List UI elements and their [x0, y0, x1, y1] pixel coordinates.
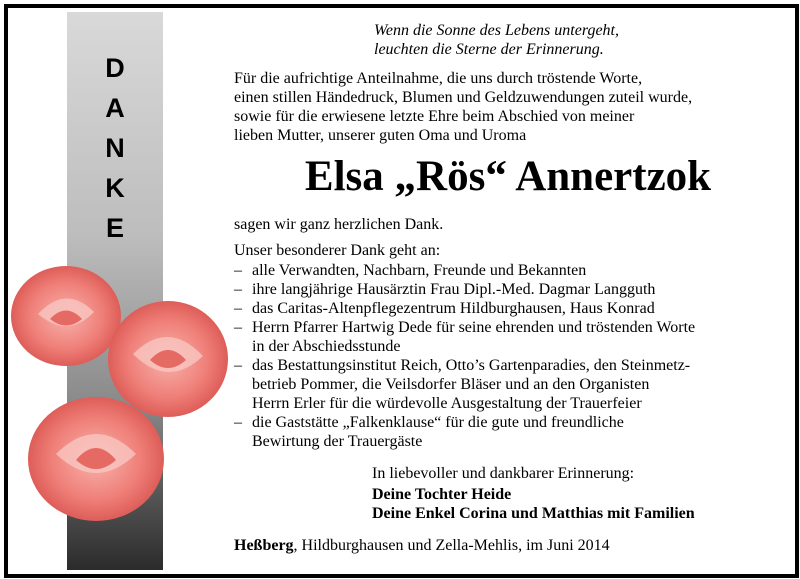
list-item: das Bestattungsinstitut Reich, Otto’s Gartenparadies, den Steinmetz-: [252, 357, 691, 374]
list-dash: –: [234, 300, 242, 317]
list-dash: –: [234, 319, 242, 336]
intro-line: einen stillen Händedruck, Blumen und Geldzuwendungen zuteil wurde,: [234, 89, 693, 106]
rose-bottom: [28, 397, 164, 521]
list-item: das Caritas-Altenpflegezentrum Hildburghausen, Haus Konrad: [252, 300, 655, 317]
signature-grandchildren: Deine Enkel Corina und Matthias mit Familien: [372, 505, 695, 522]
list-item-cont: betrieb Pommer, die Veilsdorfer Bläser und an den Organisten: [252, 376, 650, 393]
list-item-cont: Bewirtung der Trauergäste: [252, 433, 423, 450]
place-name: Heßberg: [234, 537, 294, 554]
danke-letter: E: [105, 213, 124, 243]
danke-vertical-heading: [67, 48, 163, 248]
intro-line: lieben Mutter, unserer guten Oma und Uroma: [234, 127, 527, 144]
danke-letter: K: [105, 173, 125, 203]
intro-line: Für die aufrichtige Anteilnahme, die uns durch tröstende Worte,: [234, 70, 643, 87]
place-date-line: [234, 537, 610, 555]
deceased-name: Elsa „Rös“ Annertzok: [304, 153, 712, 200]
list-dash: –: [234, 414, 242, 431]
list-dash: –: [234, 262, 242, 279]
list-item: alle Verwandten, Nachbarn, Freunde und Bekannten: [252, 262, 587, 279]
thanks-line: sagen wir ganz herzlichen Dank.: [234, 216, 444, 233]
list-dash: –: [234, 281, 242, 298]
danke-letter: A: [105, 93, 125, 123]
roses-illustration: [8, 264, 238, 534]
danke-letter: N: [105, 133, 125, 163]
special-thanks-heading: Unser besonderer Dank geht an:: [234, 242, 441, 259]
rose-top-left: [11, 266, 121, 366]
quote-line: Wenn die Sonne des Lebens untergeht,: [374, 22, 619, 39]
intro-line: sowie für die erwiesene letzte Ehre beim Abschied von meiner: [234, 108, 635, 125]
list-dash: –: [234, 357, 242, 374]
list-item: die Gaststätte „Falkenklause“ für die gute und freundliche: [252, 414, 624, 431]
list-item: Herrn Pfarrer Hartwig Dede für seine ehrenden und tröstenden Worte: [252, 319, 696, 336]
rose-right: [108, 301, 228, 417]
place-date-rest: , Hildburghausen und Zella-Mehlis, im Juni 2014: [293, 537, 610, 554]
closing-line: In liebevoller und dankbarer Erinnerung:: [372, 465, 635, 482]
danke-letter: D: [105, 53, 125, 83]
list-item-cont: Herrn Erler für die würdevolle Ausgestaltung der Trauerfeier: [252, 395, 642, 412]
quote-line: leuchten die Sterne der Erinnerung.: [374, 41, 604, 58]
signature-daughter: Deine Tochter Heide: [372, 486, 512, 503]
list-item-cont: in der Abschiedsstunde: [252, 338, 401, 355]
list-item: ihre langjährige Hausärztin Frau Dipl.-Med. Dagmar Langguth: [252, 281, 656, 298]
